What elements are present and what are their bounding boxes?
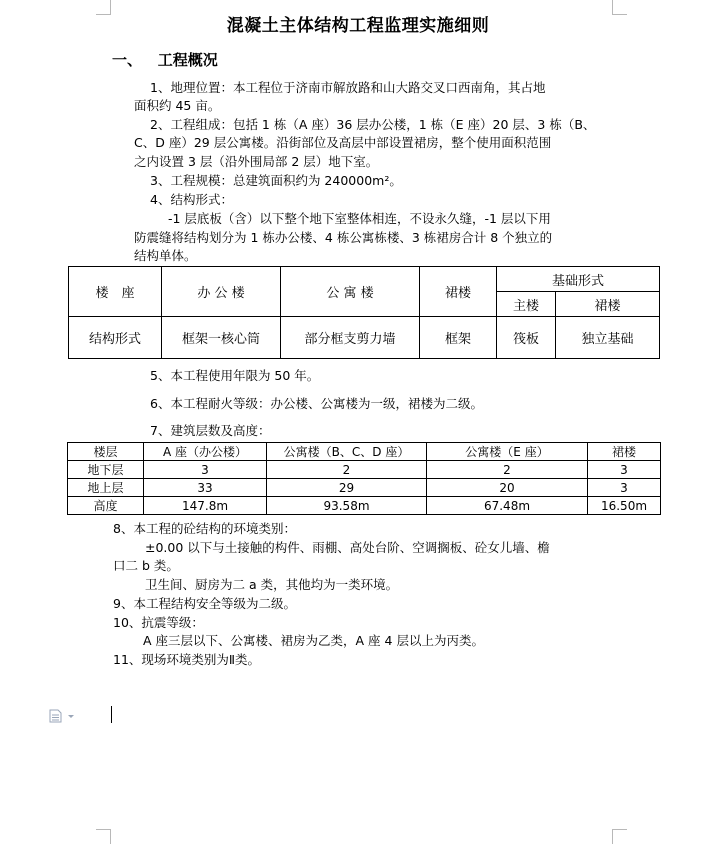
table-cell: 3 (144, 461, 267, 479)
floors-table (67, 442, 661, 515)
table-header-cell: A 座（办公楼） (144, 443, 267, 461)
paragraph-line: 面积约 45 亩。 (134, 98, 221, 113)
table-header-cell: 公寓楼（E 座） (427, 443, 588, 461)
table-cell: 部分框支剪力墙 (281, 317, 420, 359)
paragraph-line: 6、本工程耐火等级：办公楼、公寓楼为一级，裙楼为二级。 (150, 396, 483, 411)
section-number: 一、 (112, 51, 143, 69)
table-cell: 筏板 (497, 317, 556, 359)
table-cell: 67.48m (427, 497, 588, 515)
paragraph-line: 5、本工程使用年限为 50 年。 (150, 368, 320, 383)
paragraph-line: 11、现场环境类别为Ⅱ类。 (113, 652, 261, 667)
chevron-down-icon (68, 715, 74, 718)
table-cell: 结构形式 (69, 317, 162, 359)
table-header-cell: 办 公 楼 (162, 267, 281, 317)
table-cell: 2 (267, 461, 427, 479)
paragraph-line: 8、本工程的砼结构的环境类别： (113, 521, 296, 536)
paragraph-line: 口二 b 类。 (113, 558, 179, 573)
paragraph-line: 结构单体。 (134, 248, 197, 263)
table-header-cell: 公 寓 楼 (281, 267, 420, 317)
table-cell: 3 (588, 479, 661, 497)
table-cell: 3 (588, 461, 661, 479)
table-row (68, 479, 661, 497)
table-cell: 框架 (420, 317, 497, 359)
paragraph-line: C、D 座）29 层公寓楼。沿街部位及高层中部设置裙房，整个使用面积范围 (134, 135, 552, 150)
table-header-cell: 裙楼 (420, 267, 497, 317)
table-cell: 独立基础 (556, 317, 660, 359)
table-cell: 147.8m (144, 497, 267, 515)
table-cell: 高度 (68, 497, 144, 515)
paragraph-line: 之内设置 3 层（沿外围局部 2 层）地下室。 (134, 154, 379, 169)
paragraph-line: 卫生间、厨房为二 a 类，其他均为一类环境。 (145, 577, 399, 592)
paragraph-line: 9、本工程结构安全等级为二级。 (113, 596, 296, 611)
table-cell: 20 (427, 479, 588, 497)
table-cell: 16.50m (588, 497, 661, 515)
table-cell: 地上层 (68, 479, 144, 497)
document-icon[interactable] (49, 708, 79, 727)
paragraph-line: ±0.00 以下与土接触的构件、雨棚、高处台阶、空调搁板、砼女儿墙、檐 (145, 540, 550, 555)
table-header-cell: 裙楼 (588, 443, 661, 461)
page-corner-mark (612, 829, 627, 844)
table-header-cell: 楼 座 (69, 267, 162, 317)
paragraph-line: -1 层底板（含）以下整个地下室整体相连，不设永久缝，-1 层以下用 (168, 211, 551, 226)
table-cell: 33 (144, 479, 267, 497)
paragraph-line: 1、地理位置：本工程位于济南市解放路和山大路交叉口西南角，其占地 (150, 80, 546, 95)
table-header-cell: 主楼 (497, 292, 556, 317)
paragraph-line: 4、结构形式： (150, 192, 233, 207)
paragraph-line: 7、建筑层数及高度： (150, 423, 271, 438)
table-cell: 地下层 (68, 461, 144, 479)
paragraph-line: A 座三层以下、公寓楼、裙房为乙类，A 座 4 层以上为丙类。 (143, 633, 484, 648)
section-heading (112, 49, 218, 70)
table-header-cell: 裙楼 (556, 292, 660, 317)
table-cell: 29 (267, 479, 427, 497)
section-label: 工程概况 (157, 51, 218, 69)
paragraph-line: 10、抗震等级： (113, 615, 204, 630)
structure-table (68, 266, 660, 359)
paragraph-line: 2、工程组成：包括 1 栋（A 座）36 层办公楼，1 栋（E 座）20 层、3 栋（B、 (150, 117, 596, 132)
table-header-cell: 楼层 (68, 443, 144, 461)
table-row (68, 461, 661, 479)
text-cursor (111, 706, 112, 723)
paragraph-line: 3、工程规模：总建筑面积约为 240000m²。 (150, 173, 402, 188)
paragraph-line: 防震缝将结构划分为 1 栋办公楼、4 栋公寓栋楼、3 栋裙房合计 8 个独立的 (134, 230, 553, 245)
table-header-cell: 公寓楼（B、C、D 座） (267, 443, 427, 461)
table-row (68, 497, 661, 515)
table-cell: 框架一核心筒 (162, 317, 281, 359)
page-corner-mark (96, 829, 111, 844)
document-title: 混凝土主体结构工程监理实施细则 (226, 16, 490, 36)
table-cell: 93.58m (267, 497, 427, 515)
table-header-cell: 基础形式 (497, 267, 660, 292)
table-cell: 2 (427, 461, 588, 479)
